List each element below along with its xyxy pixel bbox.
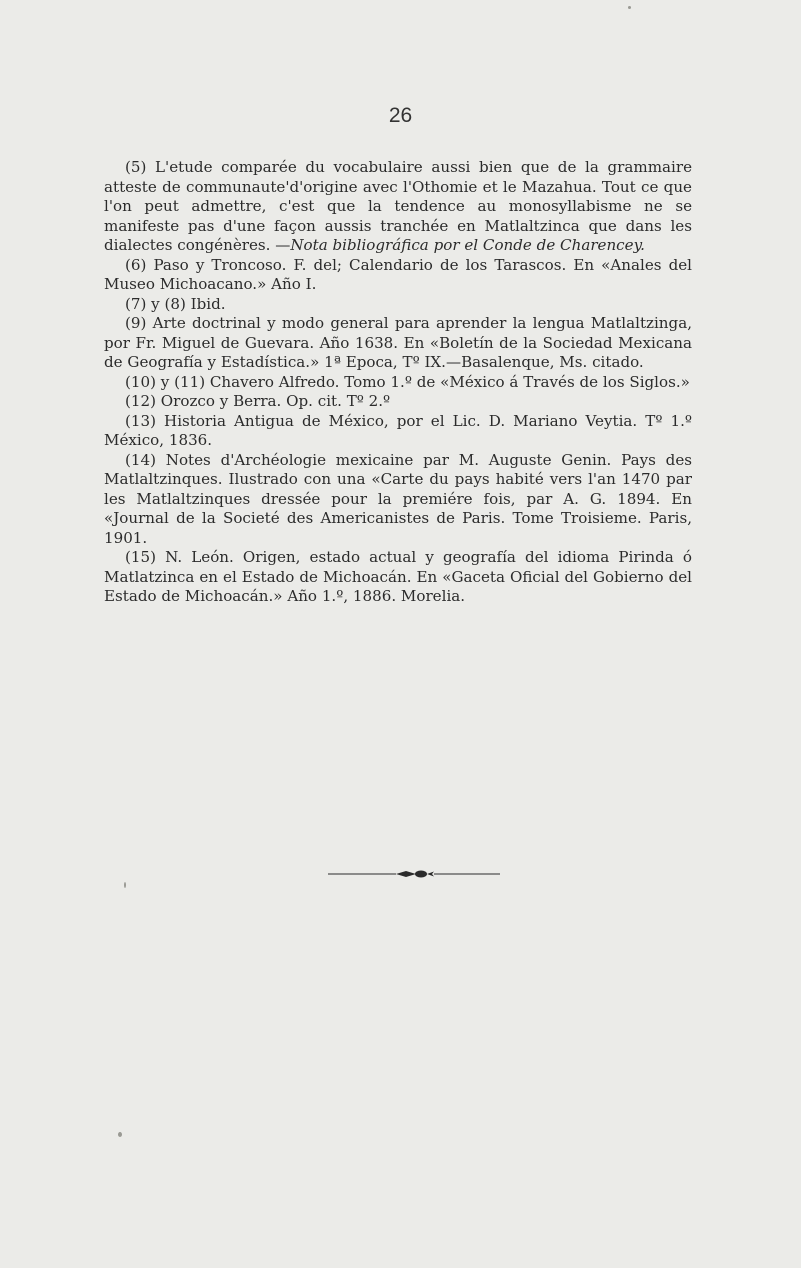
end-ornament-icon bbox=[328, 869, 500, 879]
footnote-13: (13) Historia Antigua de México, por el Lic. D. Mariano Veytia. Tº 1.º México, 1836. bbox=[104, 411, 692, 449]
footnote-9: (9) Arte doctrinal y modo general para aprender la lengua Matlaltzinga, por Fr. Miguel de Guevara. Año 1638. En «Boletín de la Sociedad Mexicana de Geografía y Estadística.» 1ª Epoca, Tº IX.—Basalenque, Ms. citado. bbox=[104, 314, 692, 371]
footnote-6: (6) Paso y Troncoso. F. del; Calendario de los Tarascos. En «Anales del Museo Michoacano.» Año I. bbox=[104, 255, 692, 293]
footnote-7-8: (7) y (8) Ibid. bbox=[125, 294, 226, 313]
footnote-5-italic: Nota bibliográfica por el Conde de Charencey. bbox=[290, 236, 645, 254]
footnote-14: (14) Notes d'Archéologie mexicaine par M. Auguste Genin. Pays des Matlaltzinques. Ilustrado con una «Carte du pays habité vers l'an 1470 par les Matlaltzinques dressée pour la premiére fois, par A. G. 1894. En «Journal de la Societé des Americanistes de Paris. Tome Troisieme. Paris, 1901. bbox=[104, 450, 692, 547]
footnotes bbox=[104, 158, 692, 607]
paper-speck bbox=[124, 882, 126, 888]
page-number: 26 bbox=[388, 104, 413, 127]
footnote-5-text: (5) L'etude comparée du vocabulaire aussi bien que de la grammaire atteste de communaute'd'origine avec l'Othomie et le Mazahua. Tout ce que l'on peut admettre, c'est que la tendence au monosyllabisme ne se manifeste pas d'une façon aussis tranchée en Matlaltzinca que dans les dialectes congénères. — bbox=[104, 158, 692, 254]
footnote-15: (15) N. León. Origen, estado actual y geografía del idioma Pirinda ó Matlatzinca en el Estado de Michoacán. En «Gaceta Oficial del Gobierno del Estado de Michoacán.» Año 1.º, 1886. Morelia. bbox=[104, 548, 692, 605]
footnote-12: (12) Orozco y Berra. Op. cit. Tº 2.º bbox=[125, 392, 391, 410]
footnote-5 bbox=[104, 158, 692, 256]
paper-speck bbox=[628, 6, 631, 9]
footnote-10-11: (10) y (11) Chavero Alfredo. Tomo 1.º de «México á Través de los Siglos.» bbox=[125, 372, 690, 391]
paper-speck bbox=[118, 1132, 122, 1137]
